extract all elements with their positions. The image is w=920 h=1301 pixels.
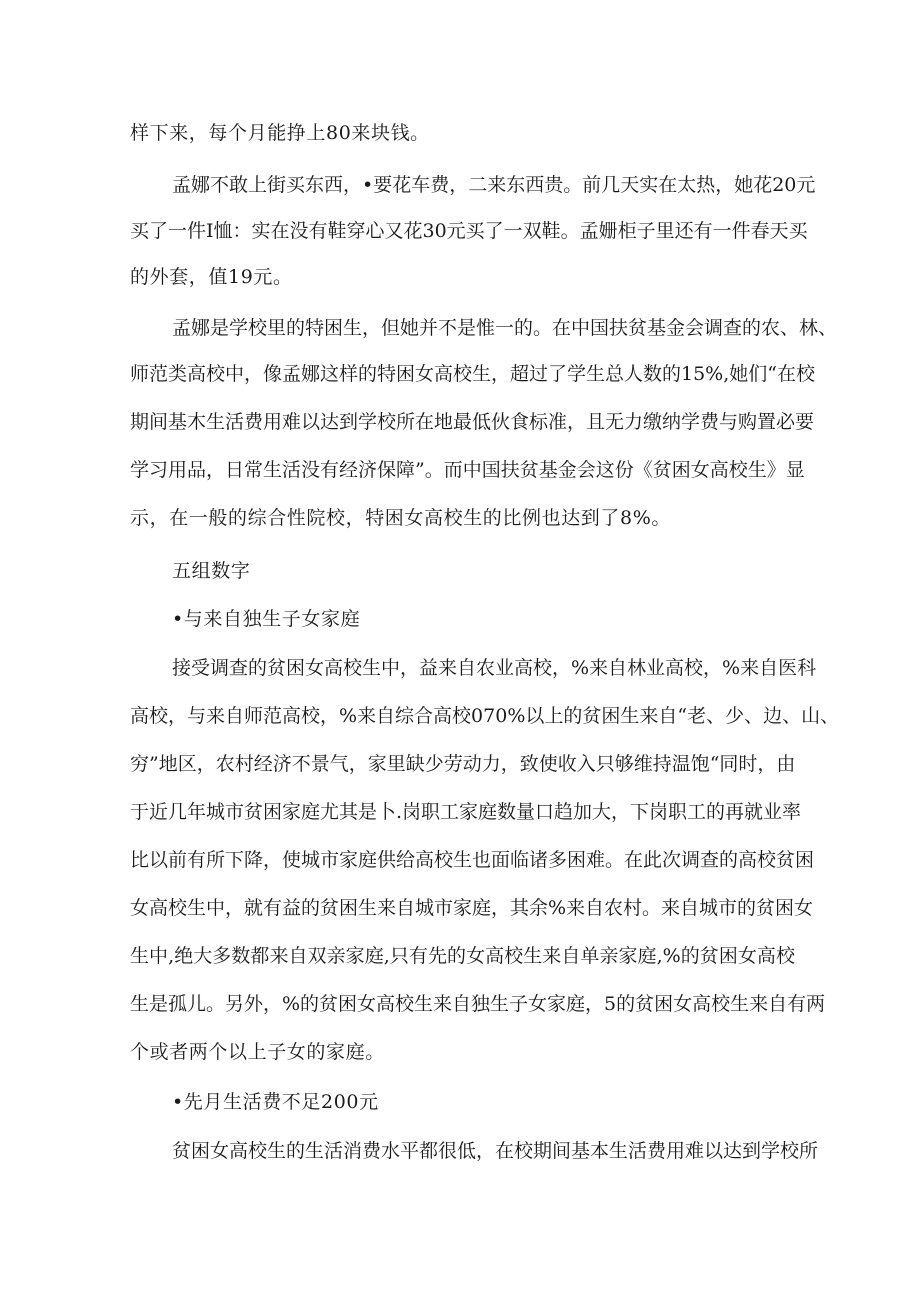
paragraph-line: 女高校生中，就有益的贫困生来自城市家庭，其余%来自农村。来自城市的贫困女	[130, 897, 814, 919]
paragraph-line: 孟娜是学校里的特困生，但她并不是惟一的。在中国扶贫基金会调查的农、林、	[172, 317, 838, 339]
paragraph-line: 买了一件I恤：实在没有鞋穿心又花30元买了一双鞋。孟姗柜子里还有一件春天买	[130, 220, 808, 242]
paragraph-line: 接受调查的贫困女高校生中，益来自农业高校，%来自林业高校，%来自医科	[172, 657, 817, 679]
paragraph-line: 的外套，值19元。	[130, 266, 293, 288]
paragraph-line: 样下来，每个月能挣上80来块钱。	[130, 122, 430, 144]
paragraph-line: 孟娜不敢上街买东西，•要花车费，二来东西贵。前几天实在太热，她花20元	[172, 174, 816, 196]
paragraph-line: 生中,绝大多数都来自双亲家庭,只有先的女高校生来自单亲家庭,%的贫困女高校	[130, 945, 795, 967]
paragraph-line: 师范类高校中，像孟娜这样的特困女高校生，超过了学生总人数的15%,她们“在校	[130, 363, 815, 385]
paragraph-line: 高校，与来自师范高校，%来自综合高校070%以上的贫困生来自“老、少、边、山、	[130, 705, 840, 727]
paragraph-line: 于近几年城市贫困家庭尤其是卜.岗职工家庭数量口趋加大，下岗职工的再就业率	[130, 801, 802, 823]
subsection-heading: •与来自独生子女家庭	[172, 608, 361, 630]
paragraph-line: 生是孤儿。另外，%的贫困女高校生来自独生子女家庭，5的贫困女高校生来自有两	[130, 993, 826, 1015]
section-heading: 五组数字	[172, 560, 251, 582]
paragraph-line: 学习用品，日常生活没有经济保障”。而中国扶贫基金会这份《贫困女高校生》显	[130, 459, 805, 481]
paragraph-line: 示，在一般的综合性院校，特困女高校生的比例也达到了8%。	[130, 507, 671, 529]
paragraph-line: 期间基木生活费用难以达到学校所在地最低伙食标准，且无力缴纳学费与购置必要	[130, 411, 815, 433]
subsection-heading: •先月生活费不足200元	[172, 1091, 379, 1113]
paragraph-line: 比以前有所下降，使城市家庭供给高校生也面临诸多困难。在此次调查的高校贫困	[130, 849, 815, 871]
paragraph-line: 贫困女高校生的生活消费水平都很低，在校期间基本生活费用难以达到学校所	[172, 1140, 819, 1162]
paragraph-line: 穷”地区，农村经济不景气，家里缺少劳动力，致使收入只够维持温饱“同时，由	[130, 753, 796, 775]
paragraph-line: 个或者两个以上子女的家庭。	[130, 1041, 385, 1063]
